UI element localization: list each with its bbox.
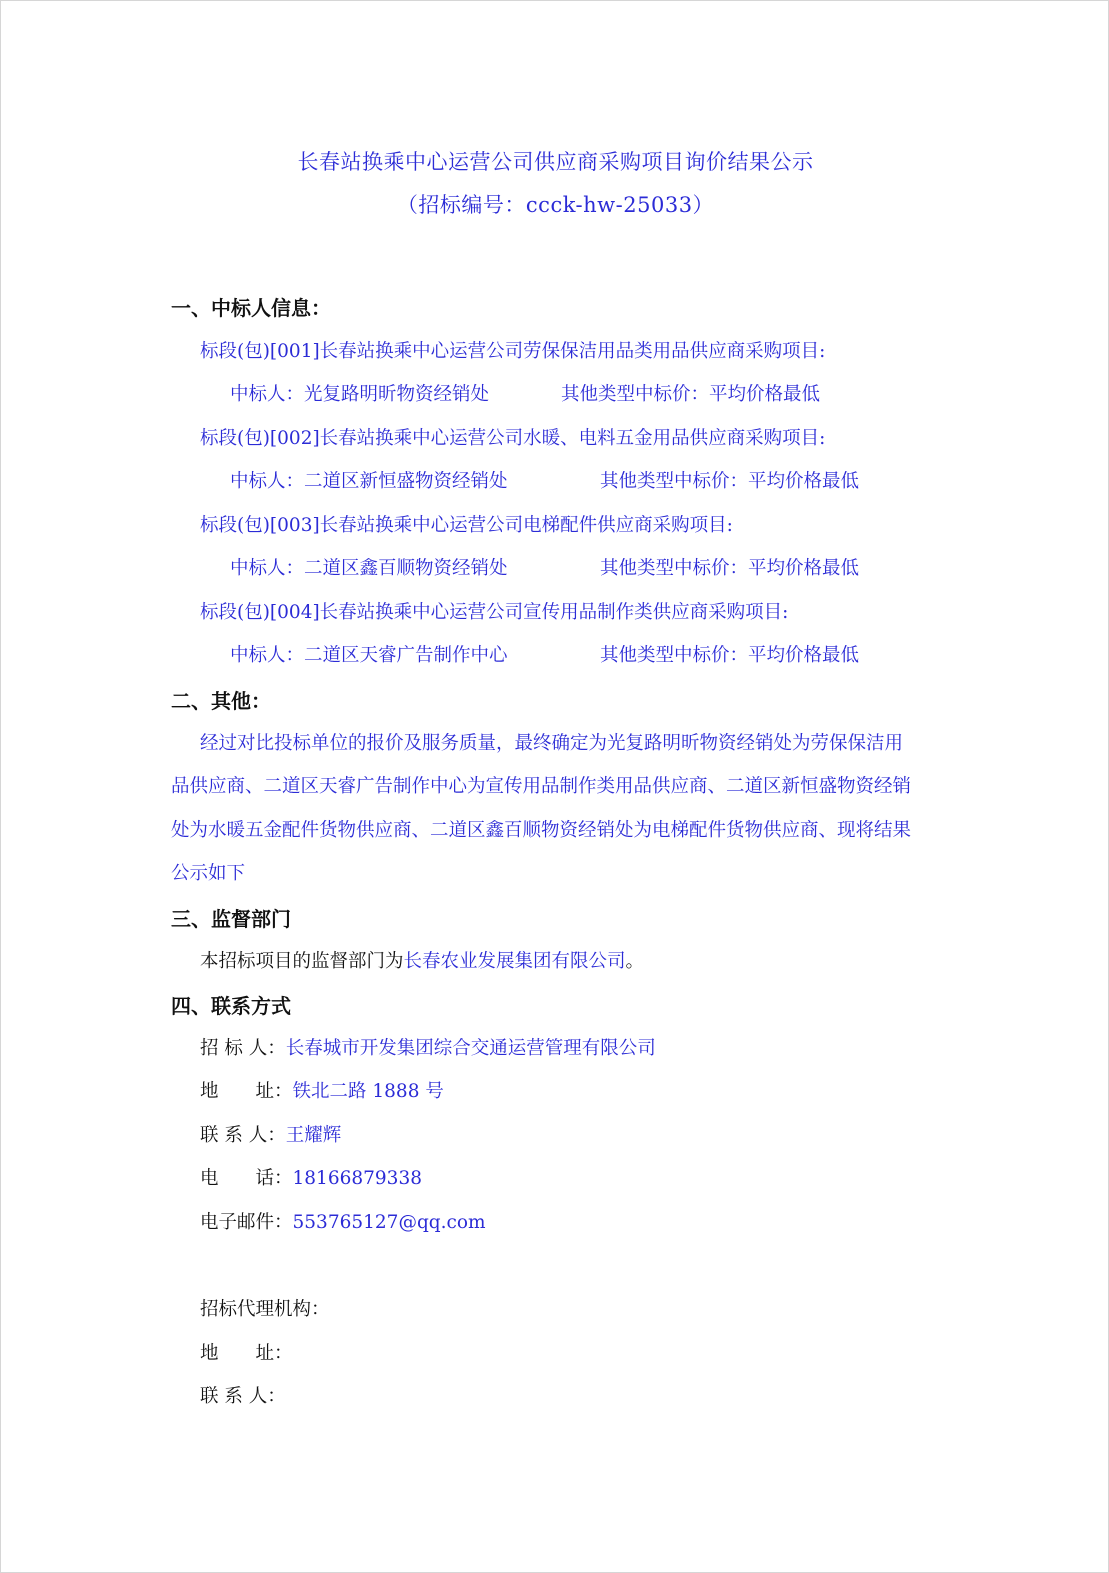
section-2-paragraph-line-1: 经过对比投标单位的报价及服务质量，最终确定为光复路明昕物资经销处为劳保保洁用	[200, 733, 904, 754]
lot-1-winner-row	[230, 380, 821, 406]
section-1-heading: 一、中标人信息：	[171, 296, 331, 320]
lot-1-title: 标段(包)[001]长春站换乘中心运营公司劳保保洁用品类用品供应商采购项目:	[200, 341, 826, 362]
tenderer-address-row	[200, 1077, 444, 1103]
lot-1-price: 其他类型中标价：平均价格最低	[561, 384, 821, 405]
section-2-paragraph-line-2: 品供应商、二道区天睿广告制作中心为宣传用品制作类用品供应商、二道区新恒盛物资经销	[171, 776, 912, 797]
lot-4-winner: 中标人：二道区天睿广告制作中心	[230, 645, 508, 666]
section-2-paragraph-line-3: 处为水暖五金配件货物供应商、二道区鑫百顺物资经销处为电梯配件货物供应商、现将结果	[171, 820, 912, 841]
tenderer-address: 铁北二路 1888 号	[292, 1081, 444, 1102]
tenderer-phone: 18166879338	[292, 1168, 422, 1189]
tenderer-phone-row	[200, 1164, 422, 1190]
lot-3-winner-row	[230, 554, 860, 580]
lot-2-title: 标段(包)[002]长春站换乘中心运营公司水暖、电料五金用品供应商采购项目:	[200, 428, 826, 449]
bid-number: （招标编号：ccck-hw-25033）	[396, 193, 715, 217]
supervision-suffix: 。	[625, 951, 645, 972]
supervision-prefix: 本招标项目的监督部门为	[200, 951, 404, 972]
supervision-text	[200, 947, 644, 973]
document-title: 长春站换乘中心运营公司供应商采购项目询价结果公示	[297, 150, 814, 174]
tenderer-address-label: 地 址：	[200, 1081, 293, 1102]
lot-4-winner-row	[230, 641, 860, 667]
lot-4-price: 其他类型中标价：平均价格最低	[600, 645, 860, 666]
lot-1-winner: 中标人：光复路明昕物资经销处	[230, 384, 490, 405]
tenderer-contact: 王耀辉	[285, 1125, 342, 1146]
tenderer-phone-label: 电 话：	[200, 1168, 293, 1189]
lot-3-title: 标段(包)[003]长春站换乘中心运营公司电梯配件供应商采购项目:	[200, 515, 733, 536]
section-3-heading: 三、监督部门	[171, 907, 291, 931]
section-2-paragraph-line-4: 公示如下	[171, 863, 246, 884]
lot-3-winner: 中标人：二道区鑫百顺物资经销处	[230, 558, 508, 579]
agency-address-label: 地 址：	[200, 1343, 293, 1364]
tenderer-name-label: 招 标 人：	[200, 1038, 286, 1059]
supervision-org: 长春农业发展集团有限公司	[403, 951, 626, 972]
lot-2-winner-row	[230, 467, 860, 493]
tenderer-name: 长春城市开发集团综合交通运营管理有限公司	[285, 1038, 656, 1059]
tenderer-contact-label: 联 系 人：	[200, 1125, 286, 1146]
tenderer-email[interactable]: 553765127@qq.com	[292, 1212, 486, 1233]
agency-contact-label: 联 系 人：	[200, 1386, 286, 1407]
tenderer-email-row	[200, 1208, 486, 1234]
tenderer-name-row	[200, 1034, 656, 1060]
agency-name-label: 招标代理机构：	[200, 1299, 330, 1320]
lot-3-price: 其他类型中标价：平均价格最低	[600, 558, 860, 579]
lot-2-price: 其他类型中标价：平均价格最低	[600, 471, 860, 492]
section-2-heading: 二、其他：	[171, 689, 271, 713]
lot-4-title: 标段(包)[004]长春站换乘中心运营公司宣传用品制作类供应商采购项目:	[200, 602, 789, 623]
tenderer-email-label: 电子邮件：	[200, 1212, 293, 1233]
lot-2-winner: 中标人：二道区新恒盛物资经销处	[230, 471, 508, 492]
tenderer-contact-row	[200, 1121, 341, 1147]
section-4-heading: 四、联系方式	[171, 994, 291, 1018]
